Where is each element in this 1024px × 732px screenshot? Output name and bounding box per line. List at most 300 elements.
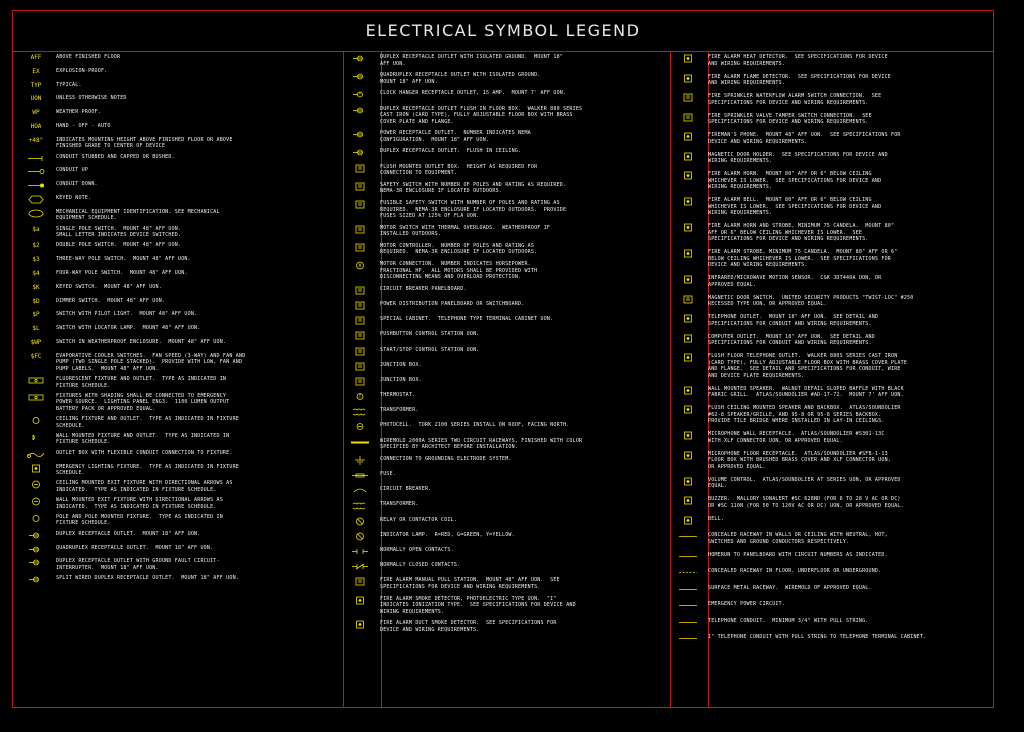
junction-box-2-icon xyxy=(340,377,380,386)
concealed-raceway-icon xyxy=(668,532,708,541)
start-stop-station-icon xyxy=(340,347,380,356)
legend-row xyxy=(16,209,331,226)
legend-row xyxy=(16,256,331,270)
legend-row xyxy=(668,431,993,451)
transformer-coil-icon xyxy=(340,501,380,510)
motor-controller-icon xyxy=(340,243,380,252)
symbol-description: QUADRUPLEX RECEPTACLE OUTLET. MOUNT 18" AFF UON. xyxy=(56,544,214,551)
legend-row xyxy=(340,130,660,148)
symbol-description: CIRCUIT BREAKER. xyxy=(380,486,432,493)
legend-row xyxy=(668,496,993,516)
normally-closed-icon xyxy=(340,562,380,571)
symbol-description: POWER DISTRIBUTION PANELBOARD OR SWITCHBOARD. xyxy=(380,300,525,307)
thermostat-icon xyxy=(340,392,380,401)
symbol-description: NORMALLY OPEN CONTACTS. xyxy=(380,546,454,553)
isolated-ground-duplex-icon xyxy=(340,54,380,63)
symbol-abbreviation: $D xyxy=(32,297,40,305)
telephone-outlet-icon xyxy=(668,314,708,323)
homerun-icon xyxy=(668,552,708,561)
heat-detector-icon xyxy=(668,54,708,63)
conduit-down-icon xyxy=(16,181,56,190)
legend-row xyxy=(340,90,660,105)
legend-row xyxy=(668,171,993,197)
ground-icon xyxy=(340,456,380,465)
motor-switch-icon xyxy=(340,225,380,234)
symbol-abbreviation: $WP xyxy=(30,338,42,346)
symbol-description: FLUSH CEILING MOUNTED SPEAKER AND BACKBOX. ATLAS/SOUNDOLIER #62-8 SPEAKER/GRILLE, AND 95-8 OR 95-8 SERIES BACKBOX. PROVIDE TILE BRIDGE WHERE INSTALLED IN LAY-IN CEILINGS. xyxy=(708,405,901,424)
symbol-abbreviation: $4 xyxy=(32,269,40,277)
nema-receptacle-icon xyxy=(340,130,380,139)
legend-row xyxy=(668,314,993,334)
ceiling-receptacle-icon xyxy=(340,148,380,157)
legend-row xyxy=(668,275,993,295)
legend-row xyxy=(340,286,660,301)
legend-row xyxy=(668,386,993,406)
legend-row xyxy=(340,620,660,638)
floor-telephone-icon xyxy=(668,353,708,362)
legend-row xyxy=(668,249,993,275)
symbol-description: THERMOSTAT. xyxy=(380,392,416,399)
wall-fixture-icon xyxy=(16,433,56,442)
symbol-description: TYPICAL. xyxy=(56,81,82,88)
legend-row xyxy=(16,480,331,497)
legend-row xyxy=(668,93,993,113)
legend-row xyxy=(340,331,660,346)
symbol-description: FIRE ALARM BELL. MOUNT 80" AFF OR 6" BELOW CEILING WHICHEVER IS LOWER. SEE SPECIFICATIONS FOR DEVICE AND WIRING REQUIREMENTS. xyxy=(708,197,882,216)
legend-row xyxy=(16,393,331,416)
symbol-description: TRANSFORMER. xyxy=(380,501,419,508)
legend-row xyxy=(668,585,993,602)
symbol-description: CEILING FIXTURE AND OUTLET. TYPE AS INDICATED IN FIXTURE SCHEDULE. xyxy=(56,416,239,429)
symbol-description: EVAPORATIVE COOLER SWITCHES. FAN SPEED (3-WAY) AND FAN AND PUMP (TWO SINGLE POLE STACKED). PROVIDE WITH LOW, FAN AND PUMP LABELS. MOUNT 48" AFF UON. xyxy=(56,352,246,372)
transformer-icon xyxy=(340,407,380,416)
telephone-conduit-terminal-icon xyxy=(668,634,708,643)
exit-ceiling-icon xyxy=(16,480,56,489)
computer-outlet-icon xyxy=(668,334,708,343)
conduit-up-icon xyxy=(16,167,56,176)
fluorescent-fixture-icon xyxy=(16,376,56,385)
relay-coil-icon xyxy=(340,517,380,526)
legend-row xyxy=(668,152,993,172)
symbol-description: CONDUIT STUBBED AND CAPPED OR BUSHED. xyxy=(56,153,175,160)
waterflow-switch-icon xyxy=(668,93,708,102)
symbol-abbreviation: $a xyxy=(32,225,40,233)
emergency-light-icon xyxy=(16,464,56,473)
symbol-description: BELL. xyxy=(708,515,725,522)
legend-row xyxy=(16,242,331,256)
symbol-description: CONCEALED RACEWAY IN WALLS OR CEILING WITH NEUTRAL, HOT, SWITCHED AND GROUND CONDUCTORS RESPECTIVELY. xyxy=(708,532,888,545)
symbol-description: FLUSH MOUNTED OUTLET BOX. HEIGHT AS REQUIRED FOR CONNECTION TO EQUIPMENT. xyxy=(380,163,538,177)
symbol-description: FIRE ALARM HORN. MOUNT 80" AFF OR 6" BELOW CEILING WHICHEVER IS LOWER. SEE SPECIFICATIONS FOR DEVICE AND WIRING REQUIREMENTS. xyxy=(708,171,882,190)
legend-row xyxy=(16,154,331,168)
isolated-ground-quad-icon xyxy=(340,72,380,81)
symbol-description: TRANSFORMER. xyxy=(380,407,419,414)
keyed-note-icon xyxy=(16,195,56,204)
symbol-abbreviation: $3 xyxy=(32,256,40,264)
ceiling-speaker-icon xyxy=(668,405,708,414)
symbol-description: JUNCTION BOX. xyxy=(380,376,422,383)
smoke-detector-icon xyxy=(340,596,380,605)
legend-row xyxy=(340,456,660,471)
symbol-description: INFRARED/MICROWAVE MOTION SENSOR. C&K JDT440A UON, OR APPROVED EQUAL. xyxy=(708,275,882,288)
legend-row xyxy=(340,347,660,362)
legend-row xyxy=(340,547,660,562)
symbol-description: SPLIT WIRED DUPLEX RECEPTACLE OUTLET. MOUNT 18" AFF UON. xyxy=(56,575,239,582)
legend-column-1 xyxy=(16,54,331,589)
symbol-abbreviation: $L xyxy=(32,325,40,333)
symbol-abbreviation: $P xyxy=(32,311,40,319)
legend-row xyxy=(668,552,993,569)
legend-row xyxy=(340,422,660,437)
legend-row xyxy=(668,197,993,223)
symbol-abbreviation: TYP xyxy=(30,81,42,89)
legend-row xyxy=(16,109,331,123)
legend-row xyxy=(340,562,660,577)
legend-row xyxy=(16,416,331,433)
symbol-description: FUSIBLE SAFETY SWITCH WITH NUMBER OF POLES AND RATING AS REQUIRED. NEMA-3R ENCLOSURE IF LOCATED OUTDOORS. PROVIDE FUSES SIZED AT 125% OF FLA UON. xyxy=(380,200,567,219)
symbol-abbreviation: $FC xyxy=(30,352,42,360)
symbol-description: EMERGENCY POWER CIRCUIT. xyxy=(708,601,786,607)
symbol-description: FLUORESCENT FIXTURE AND OUTLET. TYPE AS INDICATED IN FIXTURE SCHEDULE. xyxy=(56,376,227,389)
symbol-description: PUSHBUTTON CONTROL STATION UON. xyxy=(380,331,480,338)
legend-row xyxy=(16,497,331,514)
emergency-fixture-icon xyxy=(16,393,56,402)
legend-row xyxy=(340,72,660,90)
symbol-description: TELEPHONE CONDUIT. MINIMUM 3/4" WITH PULL STRING. xyxy=(708,617,869,624)
legend-row xyxy=(668,405,993,431)
symbol-description: WEATHER PROOF. xyxy=(56,109,101,116)
symbol-description: RELAY OR CONTACTOR COIL. xyxy=(380,516,458,523)
symbol-description: SWITCH WITH PILOT LIGHT. MOUNT 48" AFF UON. xyxy=(56,311,198,318)
legend-row xyxy=(340,517,660,532)
symbol-abbreviation: AFF xyxy=(30,54,42,61)
legend-row xyxy=(16,464,331,481)
symbol-description: INDICATES MOUNTING HEIGHT ABOVE FINISHED FLOOR OR ABOVE FINISHED GRADE TO CENTER OF DEVICE xyxy=(56,136,233,150)
legend-row xyxy=(340,200,660,225)
legend-row xyxy=(340,362,660,377)
pushbutton-station-icon xyxy=(340,331,380,340)
legend-row xyxy=(16,54,331,68)
legend-row xyxy=(340,486,660,501)
title-bar xyxy=(13,11,993,52)
svg-text:T: T xyxy=(358,394,362,400)
legend-row xyxy=(16,376,331,393)
firemans-phone-icon xyxy=(668,132,708,141)
buzzer-icon xyxy=(668,496,708,505)
symbol-description: FIRE ALARM STROBE, MINIMUM 75 CANDELA. MOUNT 80" AFF OR 6" BELOW CEILING WHICHEVER IS LOWER. SEE SPECIFICATIONS FOR DEVICE AND WIRING REQUIREMENTS. xyxy=(708,249,898,268)
symbol-description: START/STOP CONTROL STATION UON. xyxy=(380,346,480,353)
symbol-abbreviation: EX xyxy=(32,67,40,75)
symbol-description: CONDUIT UP xyxy=(56,167,89,174)
bell-icon xyxy=(668,516,708,525)
legend-row xyxy=(340,106,660,131)
legend-row xyxy=(340,301,660,316)
horn-strobe-icon xyxy=(668,223,708,232)
microphone-wall-icon xyxy=(668,431,708,440)
volume-control-icon xyxy=(668,477,708,486)
symbol-description: CEILING MOUNTED EXIT FIXTURE WITH DIRECTIONAL ARROWS AS INDICATED. TYPE AS INDICATED IN FIXTURE SCHEDULE. xyxy=(56,480,233,493)
symbol-description: FIRE ALARM DUCT SMOKE DETECTOR. SEE SPECIFICATIONS FOR DEVICE AND WIRING REQUIREMENTS. xyxy=(380,620,557,633)
legend-row xyxy=(340,577,660,595)
symbol-description: FIRE ALARM HORN AND STROBE, MINIMUM 75 CANDELA. MOUNT 80" AFF OR 6" BELOW CEILING WHICHEVER IS LOWER. SEE SPECIFICATIONS FOR DEVICE AND WIRING REQUIREMENTS. xyxy=(708,223,895,242)
symbol-description: WALL MOUNTED SPEAKER. WALNUT DEFAIL SLOPED BAFFLE WITH BLACK FABRIC GRILL. ATLAS/SOUNDOLIER #AD-17-72. MOUNT 7' AFF UON. xyxy=(708,385,904,398)
legend-row xyxy=(16,433,331,450)
symbol-abbreviation: UON xyxy=(30,95,42,103)
flexible-conduit-icon xyxy=(16,450,56,459)
svg-text:M: M xyxy=(358,263,362,269)
distribution-panel-icon xyxy=(340,301,380,310)
pole-fixture-icon xyxy=(16,514,56,523)
symbol-description: CLOCK HANGER RECEPTACLE OUTLET, 15 AMP. MOUNT 7' AFF UON. xyxy=(380,90,567,97)
panelboard-icon xyxy=(340,286,380,295)
clock-hanger-icon xyxy=(340,90,380,99)
symbol-description: FIXTURES WITH SHADING SHALL BE CONNECTED TO EMERGENCY POWER SOURCE. LIGHTING PANEL ENG3. 1100 LUMEN OUTPUT BATTERY PACK OR APPROVED EQUAL. xyxy=(56,392,230,412)
legend-row xyxy=(340,596,660,621)
legend-row xyxy=(340,148,660,163)
symbol-description: WALL MOUNTED FIXTURE AND OUTLET. TYPE AS INDICATED IN FIXTURE SCHEDULE. xyxy=(56,432,230,446)
flush-outlet-box-icon xyxy=(340,164,380,173)
legend-row xyxy=(16,167,331,181)
symbol-description: OUTLET BOX WITH FLEXIBLE CONDUIT CONNECTION TO FIXTURE. xyxy=(56,449,233,456)
door-switch-icon xyxy=(668,295,708,304)
legend-row xyxy=(668,634,993,651)
legend-row xyxy=(16,226,331,243)
symbol-description: BUZZER. MALLORY SONALERT #SC 628ND (FOR 6 TO 28 V AC OR DC) OR #SC 110N (FOR 50 TO 120V AC OR DC) UON, OR APPROVED EQUAL. xyxy=(708,496,904,509)
symbol-description: DUPLEX RECEPTACLE OUTLET WITH ISOLATED GROUND. MOUNT 18" AFF UON. xyxy=(380,54,563,67)
legend-row xyxy=(16,137,331,154)
legend-row xyxy=(340,316,660,331)
symbol-description: QUADRUPLEX RECEPTACLE OUTLET WITH ISOLATED GROUND. MOUNT 18" AFF UON. xyxy=(380,72,541,85)
equipment-id-icon xyxy=(16,209,56,218)
legend-row xyxy=(668,618,993,635)
symbol-abbreviation: HOA xyxy=(30,122,42,130)
symbol-description: DOUBLE POLE SWITCH. MOUNT 48" AFF UON. xyxy=(56,242,182,249)
symbol-description: CONNECTION TO GROUNDING ELECTRODE SYSTEM. xyxy=(380,455,512,462)
surface-raceway-icon xyxy=(668,585,708,594)
legend-row xyxy=(340,392,660,407)
symbol-description: FIREMAN'S PHONE. MOUNT 48" AFF UON. SEE SPECIFICATIONS FOR DEVICE AND WIRING REQUIREMENTS. xyxy=(708,132,901,145)
symbol-description: VOLUME CONTROL. ATLAS/SOUNDOLIER AT SERIES UON, OR APPROVED EQUAL. xyxy=(708,476,901,489)
legend-row xyxy=(16,95,331,109)
legend-row xyxy=(16,353,331,376)
legend-row xyxy=(16,325,331,339)
symbol-description: DIMMER SWITCH. MOUNT 48" AFF UON. xyxy=(56,297,166,304)
symbol-description: HAND - OFF - AUTO xyxy=(56,122,111,129)
symbol-description: MAGNETIC DOOR SWITCH. UNITED SECURITY PRODUCTS "TWIST-LOC" #250 RECESSED TYPE UON, OR APPROVED EQUAL. xyxy=(708,294,914,307)
legend-row xyxy=(16,514,331,531)
symbol-description: PHOTOCELL. TORK 2100 SERIES INSTALL ON ROOF, FACING NORTH. xyxy=(380,422,570,429)
legend-row xyxy=(340,182,660,200)
telephone-conduit-icon xyxy=(668,618,708,627)
legend-row xyxy=(16,298,331,312)
legend-row xyxy=(668,477,993,497)
symbol-description: POWER RECEPTACLE OUTLET. NUMBER INDICATES NEMA CONFIGURATION. MOUNT 18" AFF UON. xyxy=(380,130,531,143)
symbol-description: SWITCH WITH LOCATOR LAMP. MOUNT 48" AFF UON. xyxy=(56,325,201,332)
symbol-description: MOTOR CONTROLLER. NUMBER OF POLES AND RATING AS REQUIRED. NEMA-3R ENCLOSURE IF LOCATED OUTDOORS. xyxy=(380,242,538,256)
wall-speaker-icon xyxy=(668,386,708,395)
legend-row xyxy=(668,334,993,354)
legend-row xyxy=(16,450,331,464)
normally-open-icon xyxy=(340,547,380,556)
legend-row xyxy=(668,295,993,315)
legend-row xyxy=(340,261,660,286)
manual-pull-station-icon xyxy=(340,577,380,586)
symbol-description: MOTOR CONNECTION. NUMBER INDICATES HORSEPOWER. FRACTIONAL HP. ALL MOTORS SHALL BE PROVIDED WITH DISCONNECTING MEANS AND OVERLOAD PROTECTION. xyxy=(380,261,538,281)
legend-column-2 xyxy=(340,54,660,638)
legend-row xyxy=(340,438,660,456)
symbol-description: TELEPHONE OUTLET. MOUNT 18" AFF UON. SEE DETAIL AND SPECIFICATIONS FOR CONDUIT AND WIRING REQUIREMENTS. xyxy=(708,314,879,327)
legend-row xyxy=(16,311,331,325)
symbol-description: DUPLEX RECEPTACLE OUTLET. FLUSH IN CEILING. xyxy=(380,148,522,155)
photocell-icon xyxy=(340,422,380,431)
legend-row xyxy=(340,377,660,392)
symbol-description: COMPUTER OUTLET. MOUNT 18" AFF UON. SEE DETAIL AND SPECIFICATIONS FOR CONDUIT AND WIRING REQUIREMENTS. xyxy=(708,333,875,346)
conduit-stub-icon xyxy=(16,154,56,163)
symbol-description: DUPLEX RECEPTACLE OUTLET WITH GROUND FAULT CIRCUIT- INTERRUPTER. MOUNT 18" AFF UON. xyxy=(56,558,220,571)
symbol-description: EXPLOSION-PROOF. xyxy=(56,67,108,74)
symbol-description: FLUSH FLOOR TELEPHONE OUTLET. WALKER 880S SERIES CAST IRON (CARD TYPE), FULLY ADJUSTABLE FLOOR BOX WITH BRASS COVER PLATE AND FLANGE. SEE DETAIL AND SPECIFICATIONS FOR CONDUIT, WIRE AND DEVICE PLATE REQUIREMENTS. xyxy=(708,353,908,379)
safety-switch-icon xyxy=(340,182,380,191)
symbol-description: CONCEALED RACEWAY IN FLOOR, UNDERFLOOR OR UNDERGROUND. xyxy=(708,568,882,574)
symbol-description: WALL MOUNTED EXIT FIXTURE WITH DIRECTIONAL ARROWS AS INDICATED. TYPE AS INDICATED IN FIXTURE SCHEDULE. xyxy=(56,497,223,510)
emergency-circuit-icon xyxy=(668,601,708,610)
symbol-description: FUSE. xyxy=(380,471,397,477)
ceiling-fixture-icon xyxy=(16,416,56,425)
floor-box-icon xyxy=(340,106,380,115)
symbol-description: KEYED SWITCH. MOUNT 48" AFF UON. xyxy=(56,283,162,290)
legend-row xyxy=(340,164,660,182)
legend-row xyxy=(668,451,993,477)
legend-column-3 xyxy=(668,54,993,651)
legend-row xyxy=(668,113,993,133)
symbol-description: FIRE ALARM HEAT DETECTOR. SEE SPECIFICATIONS FOR DEVICE AND WIRING REQUIREMENTS. xyxy=(708,54,888,67)
page-title: ELECTRICAL SYMBOL LEGEND xyxy=(365,21,641,40)
symbol-abbreviation: $K xyxy=(32,283,40,291)
fuse-icon xyxy=(340,471,380,480)
fusible-switch-icon xyxy=(340,200,380,209)
legend-row xyxy=(668,601,993,618)
symbol-description: ABOVE FINISHED FLOOR xyxy=(56,54,121,60)
door-holder-icon xyxy=(668,152,708,161)
legend-row xyxy=(340,407,660,422)
legend-row xyxy=(340,243,660,261)
legend-row xyxy=(668,223,993,249)
symbol-description: FOUR-WAY POLE SWITCH. MOUNT 48" AFF UON. xyxy=(56,269,188,276)
quadruplex-receptacle-icon xyxy=(16,545,56,554)
floor-raceway-icon xyxy=(668,568,708,577)
legend-row xyxy=(16,68,331,82)
fire-bell-icon xyxy=(668,197,708,206)
legend-row xyxy=(16,575,331,589)
symbol-description: SWITCH IN WEATHERPROOF ENCLOSURE. MOUNT 48" AFF UON. xyxy=(56,338,227,345)
motion-sensor-icon xyxy=(668,275,708,284)
symbol-description: JUNCTION BOX. xyxy=(380,361,422,368)
legend-row xyxy=(668,54,993,74)
symbol-description: NORMALLY CLOSED CONTACTS. xyxy=(380,562,461,569)
symbol-description: UNLESS OTHERWISE NOTED xyxy=(56,95,127,102)
legend-row xyxy=(668,353,993,386)
circuit-breaker-icon xyxy=(340,486,380,495)
legend-row xyxy=(340,532,660,547)
legend-row xyxy=(16,284,331,298)
split-receptacle-icon xyxy=(16,575,56,584)
legend-row xyxy=(16,82,331,96)
symbol-description: FIRE SPRINKLER WATERFLOW ALARM SWITCH CONNECTION. SEE SPECIFICATIONS FOR DEVICE AND WIRING REQUIREMENTS. xyxy=(708,93,882,106)
symbol-description: DUPLEX RECEPTACLE OUTLET. MOUNT 18" AFF UON. xyxy=(56,530,201,537)
legend-row xyxy=(340,501,660,516)
symbol-description: MECHANICAL EQUIPMENT IDENTIFICATION. SEE MECHANICAL EQUIPMENT SCHEDULE. xyxy=(56,208,220,222)
legend-row xyxy=(16,181,331,195)
flame-detector-icon xyxy=(668,74,708,83)
symbol-description: FIRE ALARM MANUAL PULL STATION. MOUNT 48" AFF UON. SEE SPECIFICATIONS FOR DEVICE AND WIRING REQUIREMENTS. xyxy=(380,577,560,590)
legend-row xyxy=(668,132,993,152)
legend-row xyxy=(16,270,331,284)
fire-horn-icon xyxy=(668,171,708,180)
legend-row xyxy=(16,558,331,575)
symbol-description: FIRE SPRINKLER VALVE TAMPER SWITCH CONNECTION. SEE SPECIFICATIONS FOR DEVICE AND WIRING REQUIREMENTS. xyxy=(708,112,872,125)
symbol-description: CONDUIT DOWN. xyxy=(56,181,98,188)
symbol-description: MICROPHONE FLOOR RECEPTACLE. ATLAS/SOUNDOLIER #SFB-1-13 FLOOR BOX WITH BRUSHED BRASS COVER AND XLF CONNECTOR UON, OR APPROVED EQUAL. xyxy=(708,450,891,470)
exit-wall-icon xyxy=(16,497,56,506)
symbol-description: KEYED NOTE. xyxy=(56,194,92,201)
legend-row xyxy=(16,545,331,559)
junction-box-icon xyxy=(340,362,380,371)
legend-row xyxy=(16,123,331,137)
motor-connection-icon xyxy=(340,261,380,270)
symbol-abbreviation: $2 xyxy=(32,242,40,250)
symbol-description: FIRE ALARM SMOKE DETECTOR, PHOTOELECTRIC TYPE UON. "I" INDICATES IONIZATION TYPE. SEE SPECIFICATIONS FOR DEVICE AND WIRING REQUIREMENTS. xyxy=(380,595,576,615)
symbol-description: CIRCUIT BREAKER PANELBOARD. xyxy=(380,285,467,292)
symbol-description: DUPLEX RECEPTACLE OUTLET FLUSH IN FLOOR BOX. WALKER 880 SERIES CAST IRON (CARD TYPE), FULLY ADJUSTABLE FLOOR BOX WITH BRASS COVER PLATE AND FLANGE. xyxy=(380,105,583,125)
duct-smoke-detector-icon xyxy=(340,620,380,629)
symbol-description: MICROPHONE WALL RECEPTACLE. ATLAS/SOUNDOLIER #S301-13C WITH XLF CONNECTOR UON, OR APPROVED EQUAL. xyxy=(708,431,885,444)
symbol-description: WIREMOLD 2000A SERIES TWO CIRCUIT RACEWAYS, FINISHED WITH COLOR SPECIFIED BY ARCHITECT BEFORE INSTALLATION. xyxy=(380,437,583,451)
legend-row xyxy=(340,54,660,72)
symbol-description: MAGNETIC DOOR HOLDER. SEE SPECIFICATIONS FOR DEVICE AND WIRING REQUIREMENTS. xyxy=(708,151,888,164)
symbol-description: HOMERUN TO PANELBOARD WITH CIRCUIT NUMBERS AS INDICATED. xyxy=(708,551,888,558)
symbol-description: FIRE ALARM FLAME DETECTOR. SEE SPECIFICATIONS FOR DEVICE AND WIRING REQUIREMENTS. xyxy=(708,73,891,86)
symbol-description: SURFACE METAL RACEWAY. WIREMOLD OF APPROVED EQUAL. xyxy=(708,584,872,591)
gfci-receptacle-icon xyxy=(16,558,56,567)
symbol-description: THREE-WAY POLE SWITCH. MOUNT 48" AFF UON. xyxy=(56,256,191,263)
duplex-receptacle-icon xyxy=(16,531,56,540)
symbol-description: MOTOR SWITCH WITH THERMAL OVERLOADS. WEATHERPROOF IF INSTALLED OUTDOORS. xyxy=(380,224,551,238)
wiremold-icon xyxy=(340,438,380,447)
strobe-icon xyxy=(668,249,708,258)
legend-row xyxy=(668,74,993,94)
legend-row xyxy=(16,531,331,545)
legend-row xyxy=(668,516,993,533)
legend-row xyxy=(16,195,331,209)
symbol-description: 1" TELEPHONE CONDUIT WITH PULL STRING TO TELEPHONE TERMINAL CABINET. xyxy=(708,634,927,640)
symbol-abbreviation: +48" xyxy=(28,136,44,144)
legend-row xyxy=(16,339,331,353)
symbol-description: INDICATOR LAMP. R=RED, G=GREEN, Y=YELLOW. xyxy=(380,531,515,538)
tamper-switch-icon xyxy=(668,113,708,122)
symbol-description: SAFETY SWITCH WITH NUMBER OF POLES AND RATING AS REQUIRED. NEMA-3R ENCLOSURE IF LOCATED OUTDOORS. xyxy=(380,181,567,195)
symbol-abbreviation: WP xyxy=(32,109,40,117)
symbol-description: EMERGENCY LIGHTING FIXTURE. TYPE AS INDICATED IN FIXTURE SCHEDULE. xyxy=(56,463,239,477)
microphone-floor-icon xyxy=(668,451,708,460)
symbol-description: POLE AND POLE MOUNTED FIXTURE. TYPE AS INDICATED IN FIXTURE SCHEDULE. xyxy=(56,513,223,527)
legend-row xyxy=(668,532,993,552)
legend-row xyxy=(668,568,993,585)
legend-row xyxy=(340,471,660,486)
symbol-description: SPECIAL CABINET. TELEPHONE TYPE TERMINAL CABINET UON. xyxy=(380,316,554,323)
special-cabinet-icon xyxy=(340,316,380,325)
indicator-lamp-icon xyxy=(340,532,380,541)
legend-row xyxy=(340,225,660,243)
